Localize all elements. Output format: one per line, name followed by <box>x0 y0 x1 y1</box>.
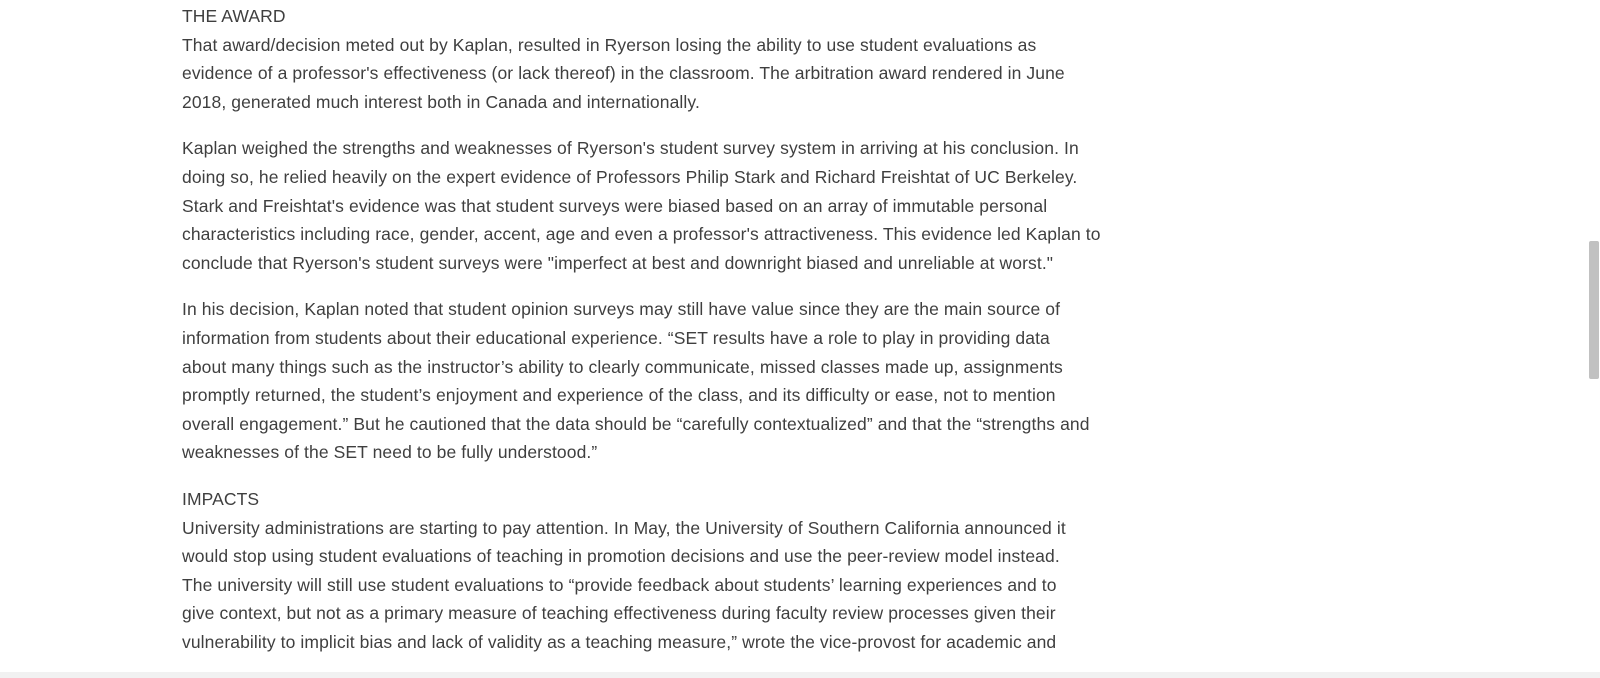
text-line: doing so, he relied heavily on the expert evidence of Professors Philip Stark and Richard Freishtat of UC Berkeley. <box>182 166 1078 187</box>
text-line: 2018, generated much interest both in Canada and internationally. <box>182 91 700 112</box>
article-body <box>182 2 1222 674</box>
paragraph-award-3 <box>182 295 1222 467</box>
paragraph-award-2 <box>182 134 1222 277</box>
paragraph-award-1 <box>182 31 1222 117</box>
text-line: Kaplan weighed the strengths and weaknesses of Ryerson's student survey system in arriving at his conclusion. In <box>182 138 1079 159</box>
text-line: overall engagement.” But he cautioned that the data should be “carefully contextualized” and that the “strengths and <box>182 413 1090 434</box>
text-line: vulnerability to implicit bias and lack of validity as a teaching measure,” wrote the vice-provost for academic and <box>182 631 1057 652</box>
scrollbar-thumb[interactable] <box>1589 241 1599 379</box>
text-line: about many things such as the instructor’s ability to clearly communicate, missed classes made up, assignments <box>182 356 1063 377</box>
text-line: The university will still use student evaluations to “provide feedback about students’ learning experiences and to <box>182 574 1057 595</box>
text-line: University administrations are starting to pay attention. In May, the University of Southern California announced it <box>182 517 1066 538</box>
text-line: give context, but not as a primary measure of teaching effectiveness during faculty review processes given their <box>182 603 1056 624</box>
text-line: would stop using student evaluations of teaching in promotion decisions and use the peer-review model instead. <box>182 546 1060 567</box>
vertical-scrollbar[interactable] <box>1584 0 1600 678</box>
text-line: characteristics including race, gender, accent, age and even a professor's attractiveness. This evidence led Kaplan to <box>182 224 1101 245</box>
text-line: weaknesses of the SET need to be fully understood.” <box>182 442 598 463</box>
paragraph-impacts-1 <box>182 514 1222 657</box>
text-line: In his decision, Kaplan noted that student opinion surveys may still have value since they are the main source of <box>182 299 1061 320</box>
section-heading-impacts: IMPACTS <box>182 488 260 509</box>
text-line: Stark and Freishtat's evidence was that student surveys were biased based on an array of immutable personal <box>182 195 1048 216</box>
text-line: That award/decision meted out by Kaplan, resulted in Ryerson losing the ability to use student evaluations as <box>182 34 1037 55</box>
section-heading-award: THE AWARD <box>182 6 286 26</box>
horizontal-scrollbar-track <box>0 672 1600 678</box>
text-line: conclude that Ryerson's student surveys were "imperfect at best and downright biased and unreliable at worst." <box>182 252 1054 273</box>
text-line: information from students about their educational experience. “SET results have a role to play in providing data <box>182 327 1050 348</box>
text-line: promptly returned, the student’s enjoyment and experience of the class, and its difficulty or ease, not to mention <box>182 385 1056 406</box>
text-line: evidence of a professor's effectiveness (or lack thereof) in the classroom. The arbitration award rendered in June <box>182 63 1065 84</box>
